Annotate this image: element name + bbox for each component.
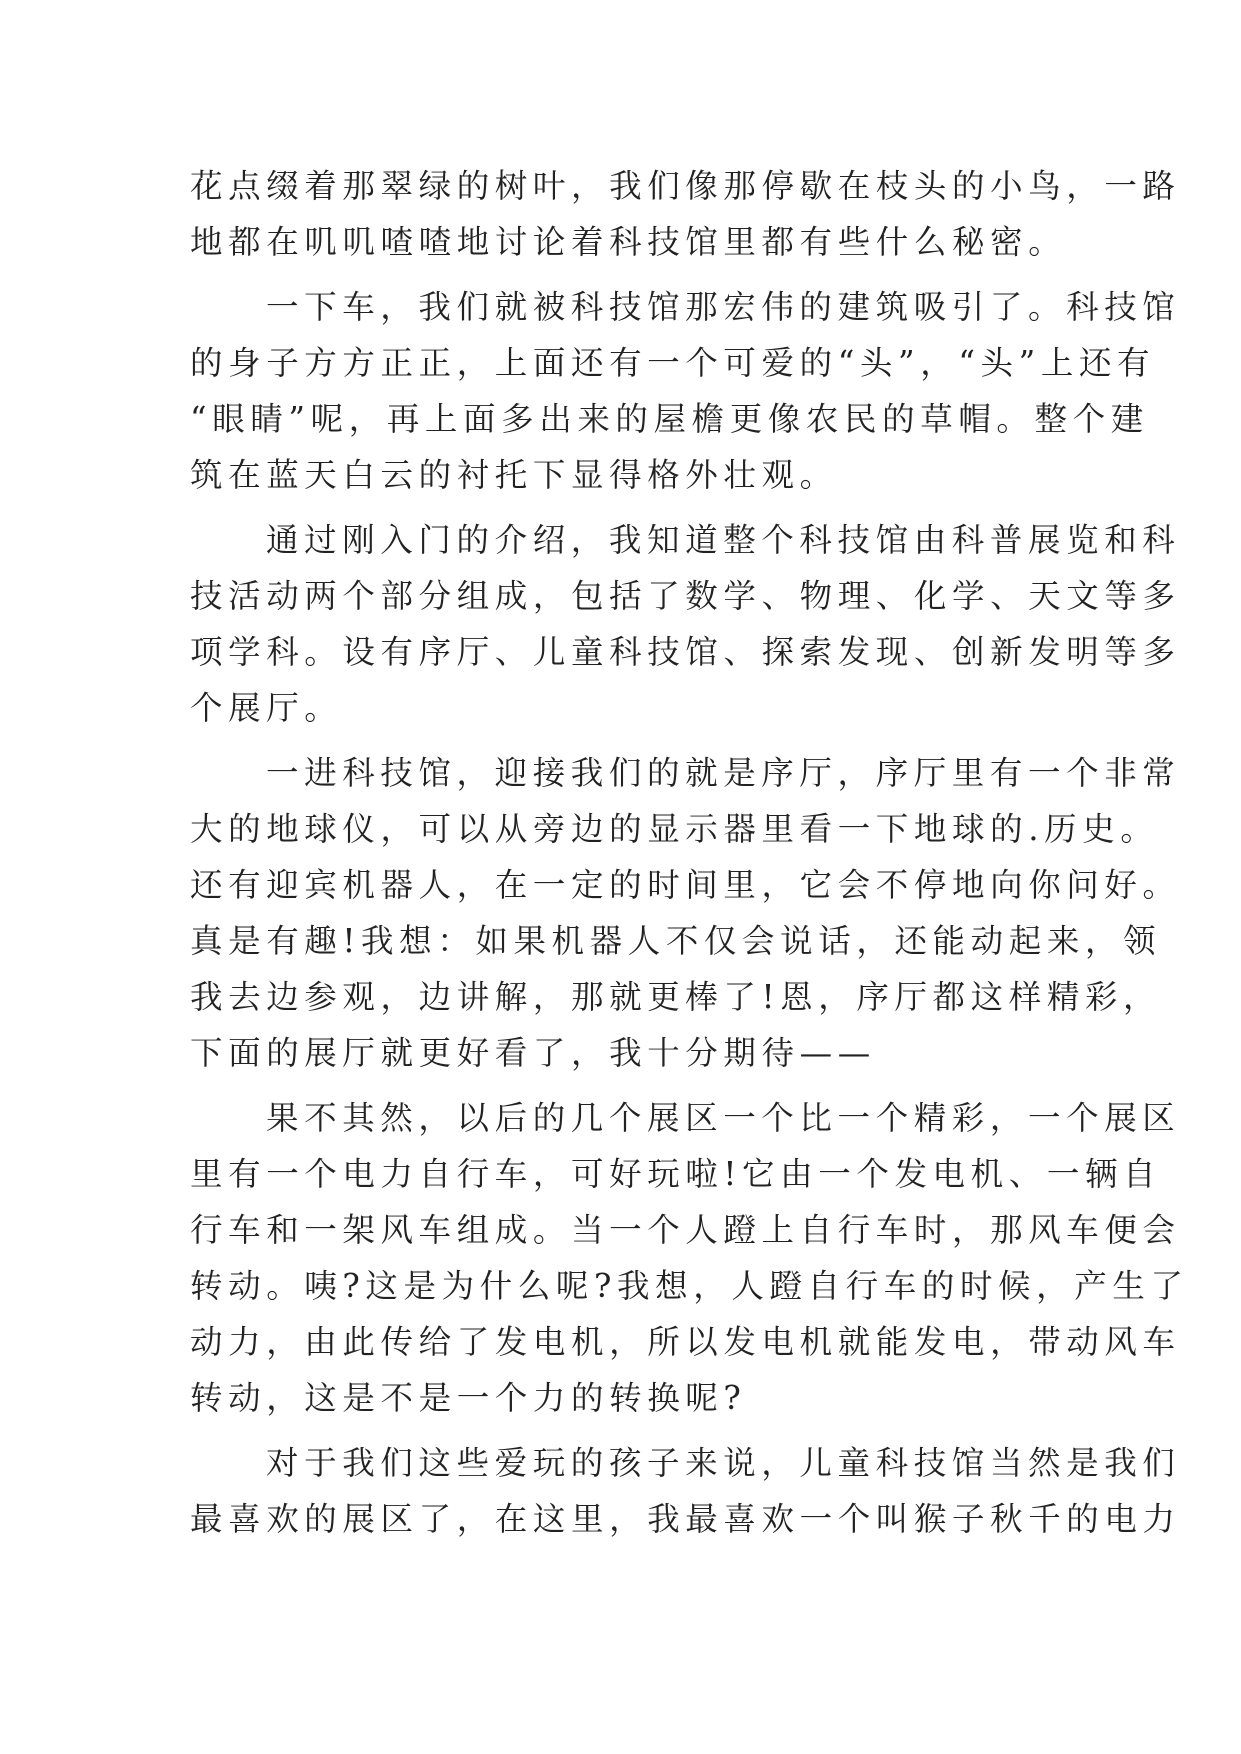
text-line: 还有迎宾机器人，在一定的时间里，它会不停地向你问好。 xyxy=(190,866,1181,904)
text-line: 动力，由此传给了发电机，所以发电机就能发电，带动风车 xyxy=(190,1323,1181,1361)
text-line: 通过刚入门的介绍，我知道整个科技馆由科普展览和科 xyxy=(266,521,1181,559)
text-line: 大的地球仪，可以从旁边的显示器里看一下地球的.历史。 xyxy=(190,810,1159,848)
paragraph-2 xyxy=(190,279,1181,503)
text-line: 的身子方方正正，上面还有一个可爱的“头”，“头”上还有 xyxy=(190,344,1156,382)
text-line: 花点缀着那翠绿的树叶，我们像那停歇在枝头的小鸟，一路 xyxy=(190,167,1181,205)
paragraph-1 xyxy=(190,158,1181,270)
text-line: 真是有趣!我想：如果机器人不仅会说话，还能动起来，领 xyxy=(190,922,1162,960)
text-line: 项学科。设有序厅、儿童科技馆、探索发现、创新发明等多 xyxy=(190,633,1181,671)
text-line: 一下车，我们就被科技馆那宏伟的建筑吸引了。科技馆 xyxy=(266,288,1181,326)
text-line: 行车和一架风车组成。当一个人蹬上自行车时，那风车便会 xyxy=(190,1211,1181,1249)
text-line: 一进科技馆，迎接我们的就是序厅，序厅里有一个非常 xyxy=(266,754,1181,792)
paragraph-3 xyxy=(190,512,1181,736)
text-line: 转动，这是不是一个力的转换呢? xyxy=(190,1379,747,1417)
text-line: 里有一个电力自行车，可好玩啦!它由一个发电机、一辆自 xyxy=(190,1155,1162,1193)
text-line: “眼睛”呢，再上面多出来的屋檐更像农民的草帽。整个建 xyxy=(190,400,1149,438)
text-line: 下面的展厅就更好看了，我十分期待—— xyxy=(190,1034,876,1072)
text-line: 转动。咦?这是为什么呢?我想，人蹬自行车的时候，产生了 xyxy=(190,1267,1189,1305)
text-line: 个展厅。 xyxy=(190,689,343,727)
text-line: 果不其然，以后的几个展区一个比一个精彩，一个展区 xyxy=(266,1099,1181,1137)
text-line: 对于我们这些爱玩的孩子来说，儿童科技馆当然是我们 xyxy=(266,1444,1181,1482)
paragraph-5 xyxy=(190,1090,1189,1426)
essay-body xyxy=(190,158,1189,1547)
text-line: 技活动两个部分组成，包括了数学、物理、化学、天文等多 xyxy=(190,577,1181,615)
text-line: 地都在叽叽喳喳地讨论着科技馆里都有些什么秘密。 xyxy=(190,223,1067,261)
text-line: 最喜欢的展区了，在这里，我最喜欢一个叫猴子秋千的电力 xyxy=(190,1500,1181,1538)
text-line: 筑在蓝天白云的衬托下显得格外壮观。 xyxy=(190,456,838,494)
text-line: 我去边参观，边讲解，那就更棒了!恩，序厅都这样精彩， xyxy=(190,978,1162,1016)
paragraph-4 xyxy=(190,745,1181,1081)
paragraph-6 xyxy=(190,1435,1181,1547)
